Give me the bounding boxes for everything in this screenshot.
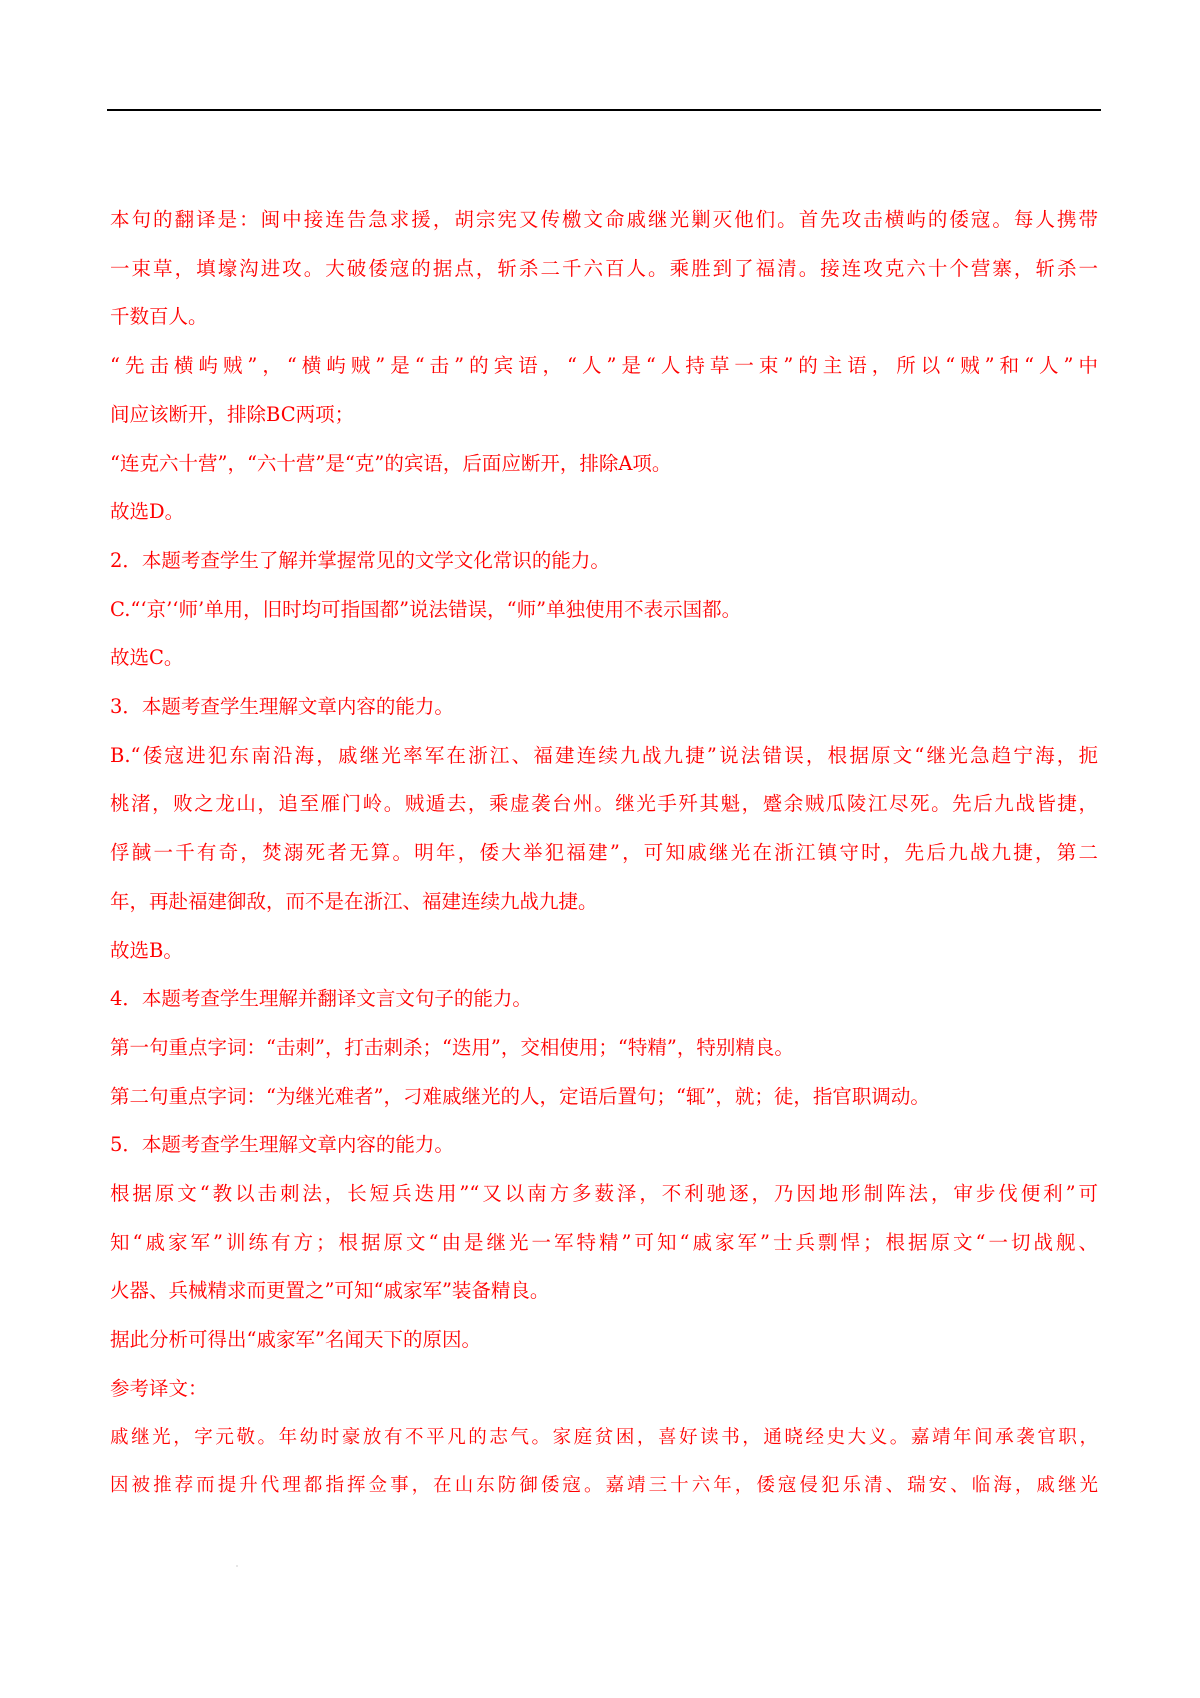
text-line: 桃渚，败之龙山，追至雁门岭。贼遁去，乘虚袭台州。继光手歼其魁，蹙余贼瓜陵江尽死。先后九战皆捷， (110, 792, 1098, 816)
scan-speck (236, 1565, 238, 1567)
text-line: 俘馘一千有奇，焚溺死者无算。明年，倭大举犯福建”，可知戚继光在浙江镇守时，先后九战九捷，第二 (110, 841, 1098, 865)
text-line: “连克六十营”，“六十营”是“克”的宾语，后面应断开，排除A项。 (110, 451, 672, 475)
header-rule (107, 109, 1101, 111)
text-line: C.“‘京’‘师’单用，旧时均可指国都”说法错误，“师”单独使用不表示国都。 (110, 597, 742, 621)
question-heading: 4．本题考查学生理解并翻译文言文句子的能力。 (110, 987, 532, 1011)
text-line: 故选B。 (110, 938, 183, 962)
answer-explanation-body (110, 196, 1098, 1511)
text-line: 本句的翻译是：闽中接连告急求援，胡宗宪又传檄文命戚继光剿灭他们。首先攻击横屿的倭寇。每人携带 (110, 208, 1098, 231)
text-line: B.“倭寇进犯东南沿海，戚继光率军在浙江、福建连续九战九捷”说法错误，根据原文“继光急趋宁海，扼 (110, 743, 1098, 767)
text-line: 知“戚家军”训练有方；根据原文“由是继光一军特精”可知“戚家军”士兵剽悍；根据原文“一切战舰、 (110, 1230, 1098, 1254)
reference-translation-line: 戚继光，字元敬。年幼时豪放有不平凡的志气。家庭贫困，喜好读书，通晓经史大义。嘉靖年间承袭官职， (110, 1426, 1098, 1448)
text-line: 一束草，填壕沟进攻。大破倭寇的据点，斩杀二千六百人。乘胜到了福清。接连攻克六十个营寨，斩杀一 (110, 256, 1098, 280)
text-line: 据此分析可得出“戚家军”名闻天下的原因。 (110, 1328, 481, 1352)
reference-translation-heading: 参考译文： (110, 1376, 208, 1400)
reference-translation-line: 因被推荐而提升代理都指挥佥事，在山东防御倭寇。嘉靖三十六年，倭寇侵犯乐清、瑞安、临海，戚继光 (110, 1475, 1098, 1497)
text-line: “先击横屿贼”，“横屿贼”是“击”的宾语，“人”是“人持草一束”的主语，所以“贼”和“人”中 (110, 354, 1098, 378)
question-heading: 2．本题考查学生了解并掌握常见的文学文化常识的能力。 (110, 548, 610, 572)
text-line: 年，再赴福建御敌，而不是在浙江、福建连续九战九捷。 (110, 889, 598, 913)
text-line: 第一句重点字词：“击刺”，打击刺杀；“迭用”，交相使用；“特精”，特别精良。 (110, 1035, 794, 1059)
text-line: 根据原文“教以击刺法，长短兵迭用”“又以南方多薮泽，不利驰逐，乃因地形制阵法，审步伐便利”可 (110, 1182, 1098, 1206)
text-line: 故选C。 (110, 646, 184, 670)
text-line: 第二句重点字词：“为继光难者”，刁难戚继光的人，定语后置句；“辄”，就；徒，指官职调动。 (110, 1084, 930, 1108)
text-line: 故选D。 (110, 500, 185, 524)
text-line: 千数百人。 (110, 305, 208, 329)
text-line: 间应该断开，排除BC两项； (110, 402, 355, 426)
question-heading: 3．本题考查学生理解文章内容的能力。 (110, 695, 454, 719)
text-line: 火器、兵械精求而更置之”可知“戚家军”装备精良。 (110, 1279, 550, 1303)
question-heading: 5．本题考查学生理解文章内容的能力。 (110, 1133, 454, 1157)
